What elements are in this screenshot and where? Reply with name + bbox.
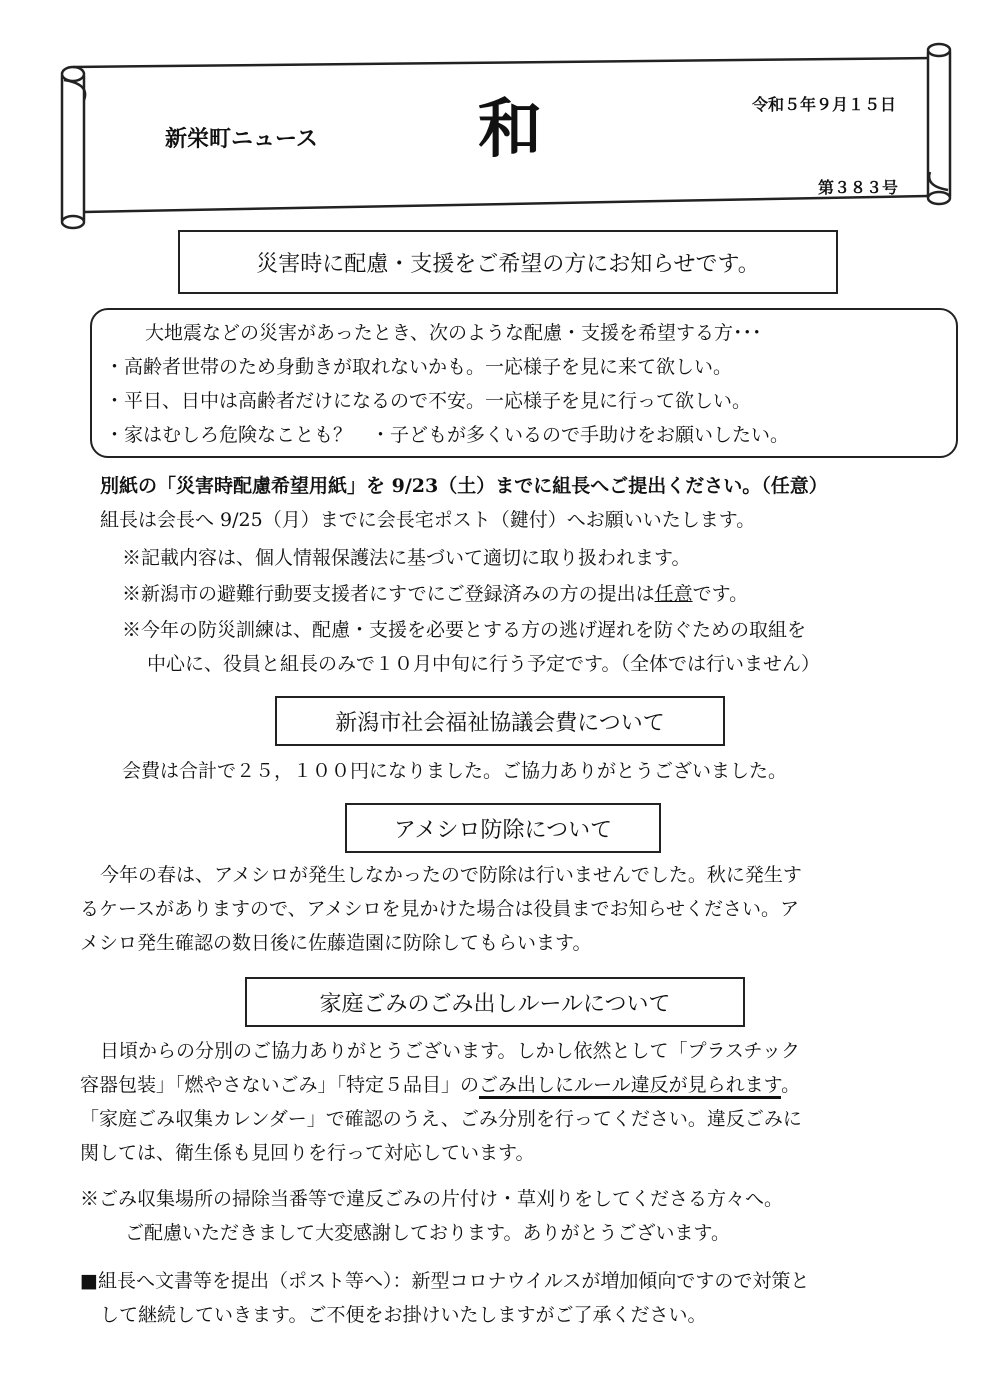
garbage-line: 日頃からの分別のご協力ありがとうございます。しかし依然として「プラスチック: [100, 1040, 800, 1062]
chief-instruction: 組長は会長へ 9/25（月）までに会長宅ポスト（鍵付）へお願いいたします。: [100, 509, 756, 531]
covid-notice-cont: して継続していきます。ご不便をお掛けいたしますがご了承ください。: [100, 1304, 707, 1326]
newsletter-title: 新栄町ニュース: [165, 127, 318, 152]
garbage-line: 「家庭ごみ収集カレンダー」で確認のうえ、ごみ分別を行ってください。違反ごみに: [80, 1108, 802, 1130]
issue-date: 令和５年９月１５日: [752, 95, 897, 114]
covid-notice: ■組長へ文書等を提出（ポスト等へ）：新型コロナウイルスが増加傾向ですので対策と: [80, 1270, 810, 1292]
welfare-heading: 新潟市社会福祉協議会費について: [275, 696, 725, 746]
garbage-line: 容器包装」「燃やさないごみ」「特定５品目」のごみ出しにルール違反が見られます。: [80, 1074, 800, 1097]
criteria-item: ・家はむしろ危険なことも？ ・子どもが多くいるので手助けをお願いしたい。: [105, 424, 790, 446]
violation-underlined: ごみ出しにルール違反が見られます: [479, 1074, 781, 1099]
garbage-heading: 家庭ごみのごみ出しルールについて: [245, 977, 745, 1027]
termite-line: 今年の春は、アメシロが発生しなかったので防除は行いませんでした。秋に発生す: [100, 864, 802, 886]
masthead-kanji: 和: [478, 93, 542, 167]
criteria-intro: 大地震などの災害があったとき、次のような配慮・支援を希望する方･･･: [145, 322, 762, 344]
garbage-line: 関しては、衛生係も見回りを行って対応しています。: [80, 1142, 535, 1164]
termite-heading: アメシロ防除について: [345, 803, 661, 853]
disaster-heading: 災害時に配慮・支援をご希望の方にお知らせです。: [178, 230, 838, 294]
note-registered: ※新潟市の避難行動要支援者にすでにご登録済みの方の提出は任意です。: [122, 583, 749, 605]
garbage-thanks-cont: ご配慮いただきまして大変感謝しております。ありがとうございます。: [125, 1222, 730, 1244]
criteria-item: ・高齢者世帯のため身動きが取れないかも。一応様子を見に来て欲しい。: [105, 356, 733, 378]
issue-number: 第３８３号: [818, 178, 899, 197]
submit-instruction: 別紙の「災害時配慮希望用紙」を 9/23（土）までに組長へご提出ください。（任意）: [100, 475, 828, 497]
termite-line: るケースがありますので、アメシロを見かけた場合は役員までお知らせください。ア: [80, 898, 799, 920]
criteria-item: ・平日、日中は高齢者だけになるので不安。一応様子を見に行って欲しい。: [105, 390, 752, 412]
termite-line: メシロ発生確認の数日後に佐藤造園に防除してもらいます。: [80, 932, 592, 954]
note-drill: ※今年の防災訓練は、配慮・支援を必要とする方の逃げ遅れを防ぐための取組を: [122, 619, 807, 641]
welfare-body: 会費は合計で２５，１００円になりました。ご協力ありがとうございました。: [122, 760, 788, 782]
note-privacy: ※記載内容は、個人情報保護法に基づいて適切に取り扱われます。: [122, 547, 691, 569]
optional-underlined: 任意: [654, 583, 693, 605]
garbage-thanks: ※ごみ収集場所の掃除当番等で違反ごみの片付け・草刈りをしてくださる方々へ。: [80, 1188, 784, 1210]
note-drill-cont: 中心に、役員と組長のみで１０月中旬に行う予定です。（全体では行いません）: [147, 653, 820, 675]
